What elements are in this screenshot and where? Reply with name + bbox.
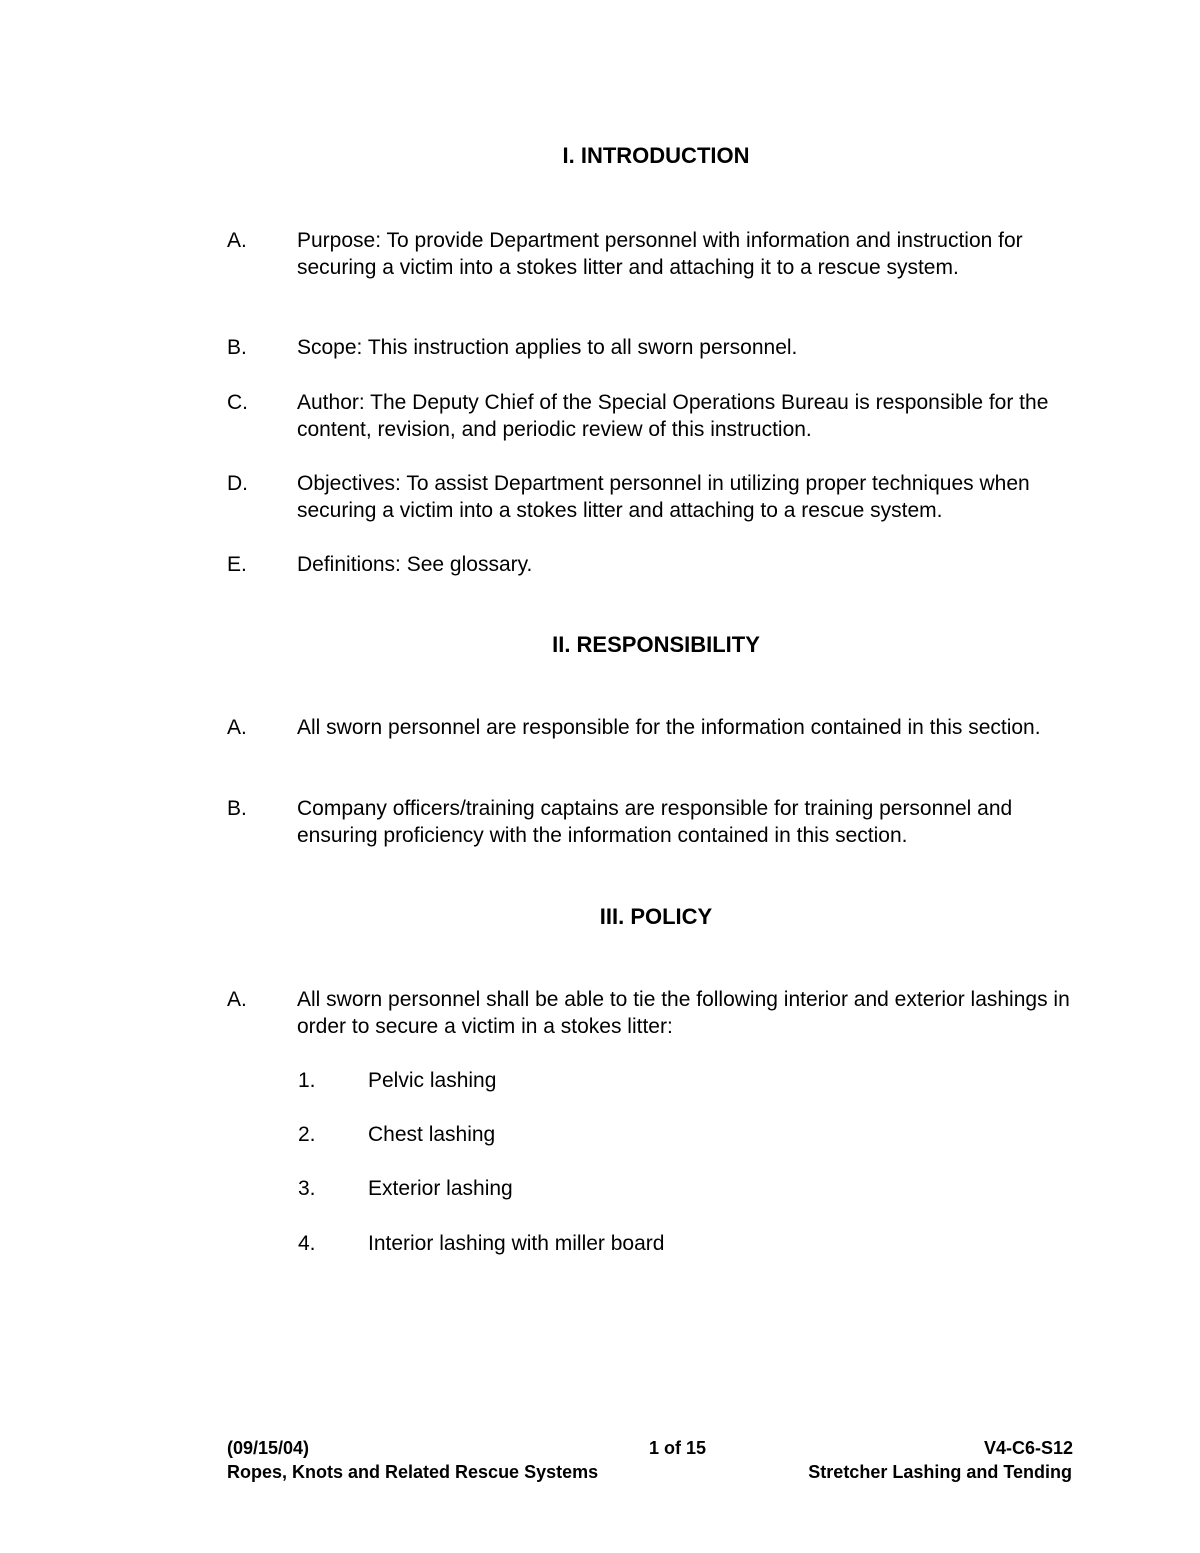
item-marker: B.: [227, 336, 247, 359]
subitem-marker: 2.: [298, 1123, 316, 1146]
item-text: Purpose: To provide Department personnel with information and instruction for securing a victim into a stokes litter and attaching it to a rescue system.: [297, 229, 1023, 279]
item-text: Definitions: See glossary.: [297, 553, 533, 576]
item-text: Scope: This instruction applies to all sworn personnel.: [297, 336, 798, 359]
section-heading-responsibility: II. RESPONSIBILITY: [552, 632, 760, 657]
item-marker: A.: [227, 229, 247, 252]
section-heading-introduction: I. INTRODUCTION: [562, 143, 750, 168]
item-marker: E.: [227, 553, 247, 576]
section-heading-policy: III. POLICY: [599, 904, 713, 929]
item-text: Company officers/training captains are responsible for training personnel and ensuring proficiency with the information contained in this section.: [297, 797, 1013, 847]
footer-document-code: V4-C6-S12: [983, 1438, 1073, 1458]
footer-page-number: 1 of 15: [649, 1438, 707, 1458]
item-text: Author: The Deputy Chief of the Special Operations Bureau is responsible for the content, revision, and periodic review of this instruction.: [297, 391, 1049, 441]
item-text: Objectives: To assist Department personnel in utilizing proper techniques when securing a victim into a stokes litter and attaching to a rescue system.: [297, 472, 1030, 522]
subitem-marker: 3.: [298, 1177, 316, 1200]
subitem-marker: 1.: [298, 1069, 316, 1092]
subitem-text: Exterior lashing: [368, 1177, 513, 1200]
item-marker: A.: [227, 988, 247, 1011]
item-text: All sworn personnel are responsible for the information contained in this section.: [297, 716, 1041, 739]
subitem-text: Interior lashing with miller board: [368, 1232, 665, 1255]
footer-section-title: Stretcher Lashing and Tending: [808, 1462, 1072, 1482]
subitem-marker: 4.: [298, 1232, 316, 1255]
item-text: All sworn personnel shall be able to tie the following interior and exterior lashings in order to secure a victim in a stokes litter:: [297, 988, 1070, 1038]
item-marker: B.: [227, 797, 247, 820]
footer-manual-title: Ropes, Knots and Related Rescue Systems: [227, 1462, 599, 1482]
item-marker: C.: [227, 391, 248, 414]
item-marker: A.: [227, 716, 247, 739]
item-marker: D.: [227, 472, 248, 495]
footer-date: (09/15/04): [227, 1438, 310, 1458]
subitem-text: Pelvic lashing: [368, 1069, 497, 1092]
subitem-text: Chest lashing: [368, 1123, 496, 1146]
